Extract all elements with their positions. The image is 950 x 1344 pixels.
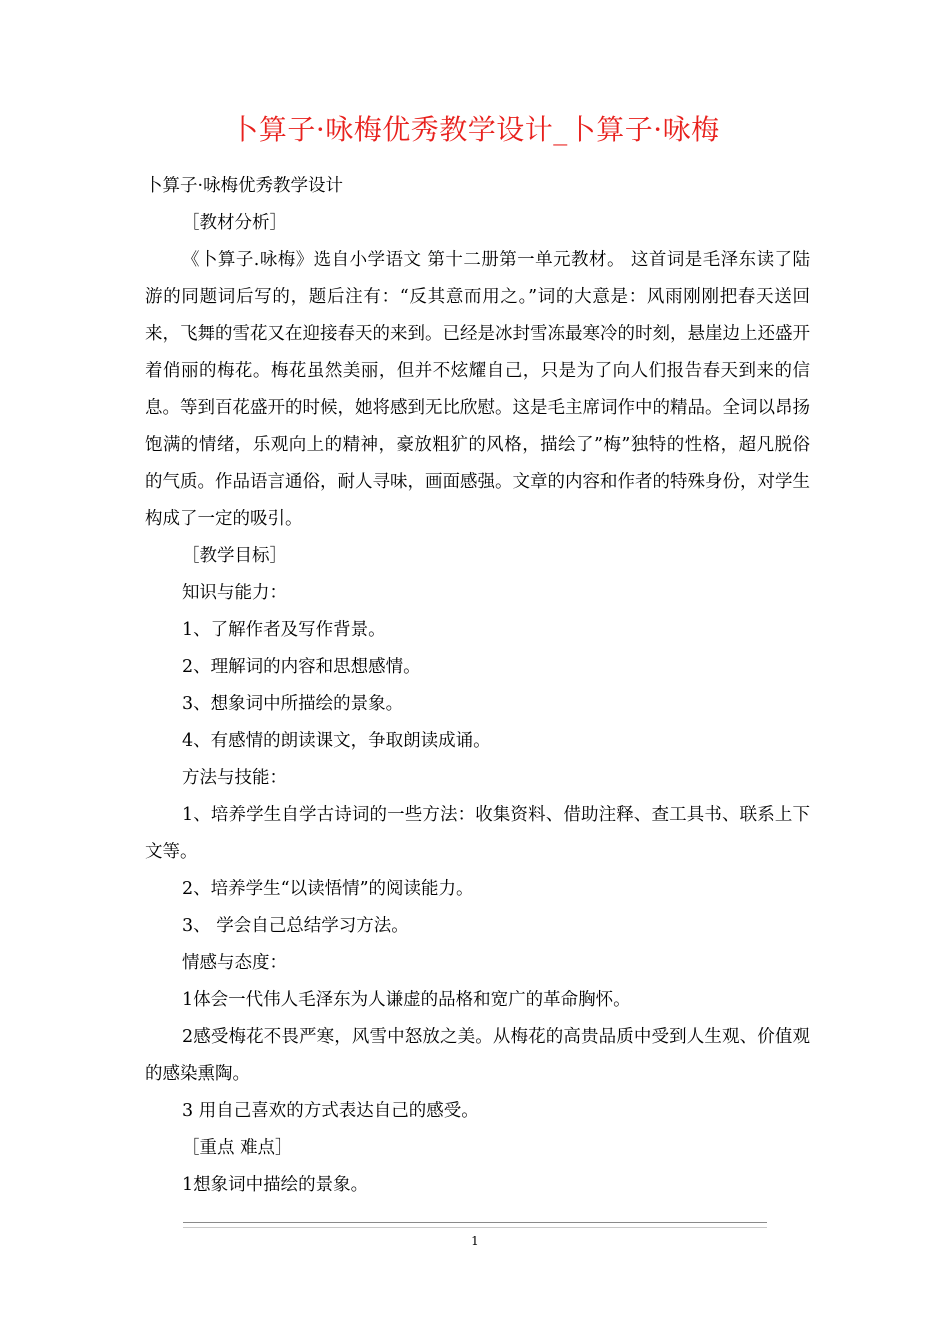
list-item: 1、了解作者及写作背景。 bbox=[182, 620, 386, 640]
document-title: 卜算子·咏梅优秀教学设计_卜算子·咏梅 bbox=[230, 113, 720, 146]
subheading-emotion-attitude: 情感与态度： bbox=[182, 953, 287, 973]
list-item: 2、培养学生“以读悟情”的阅读能力。 bbox=[182, 879, 474, 899]
paragraph: 《卜算子.咏梅》选自小学语文 第十二册第一单元教材。 这首词是毛泽东读了陆游的同题词后写的，题后注有：“反其意而用之。”词的大意是：风雨刚刚把春天送回来，飞舞的雪花又在迎接春天的来到。已经是冰封雪冻最寒冷的时刻，悬崖边上还盛开着俏丽的梅花。梅花虽然美丽，但并不炫耀自己，只是为了向人们报告春天到来的信息。等到百花盛开的时候，她将感到无比欣慰。这是毛主席词作中的精品。全词以昂扬饱满的情绪，乐观向上的精神，豪放粗犷的风格，描绘了”梅”独特的性格，超凡脱俗的气质。作品语言通俗，耐人寻味，画面感强。文章的内容和作者的特殊身份，对学生构成了一定的吸引。 bbox=[145, 250, 810, 529]
page-number: 1 bbox=[471, 1234, 479, 1248]
list-item: 3、想象词中所描绘的景象。 bbox=[182, 694, 404, 714]
list-item: 3、 学会自己总结学习方法。 bbox=[182, 916, 409, 936]
list-item: 2感受梅花不畏严寒，风雪中怒放之美。从梅花的高贵品质中受到人生观、价值观的感染熏陶。 bbox=[145, 1027, 810, 1084]
list-item: 1体会一代伟人毛泽东为人谦虚的品格和宽广的革命胸怀。 bbox=[182, 990, 631, 1010]
list-item: 4、有感情的朗读课文，争取朗读成诵。 bbox=[182, 731, 491, 751]
list-item: 3 用自己喜欢的方式表达自己的感受。 bbox=[182, 1101, 479, 1121]
document-body bbox=[145, 168, 810, 1204]
footer-divider bbox=[183, 1222, 767, 1228]
list-item: 2、理解词的内容和思想感情。 bbox=[182, 657, 421, 677]
subheading-methods-skills: 方法与技能： bbox=[182, 768, 287, 788]
subheading-knowledge-ability: 知识与能力： bbox=[182, 583, 287, 603]
list-item: 1想象词中描绘的景象。 bbox=[182, 1175, 369, 1195]
section-heading-teaching-goals: ［教学目标］ bbox=[182, 546, 287, 566]
section-heading-key-points: ［重点 难点］ bbox=[182, 1138, 293, 1158]
paragraph: 卜算子·咏梅优秀教学设计 bbox=[145, 176, 344, 196]
list-item: 1、培养学生自学古诗词的一些方法：收集资料、借助注释、查工具书、联系上下文等。 bbox=[145, 805, 810, 862]
section-heading-textbook-analysis: ［教材分析］ bbox=[182, 213, 287, 233]
